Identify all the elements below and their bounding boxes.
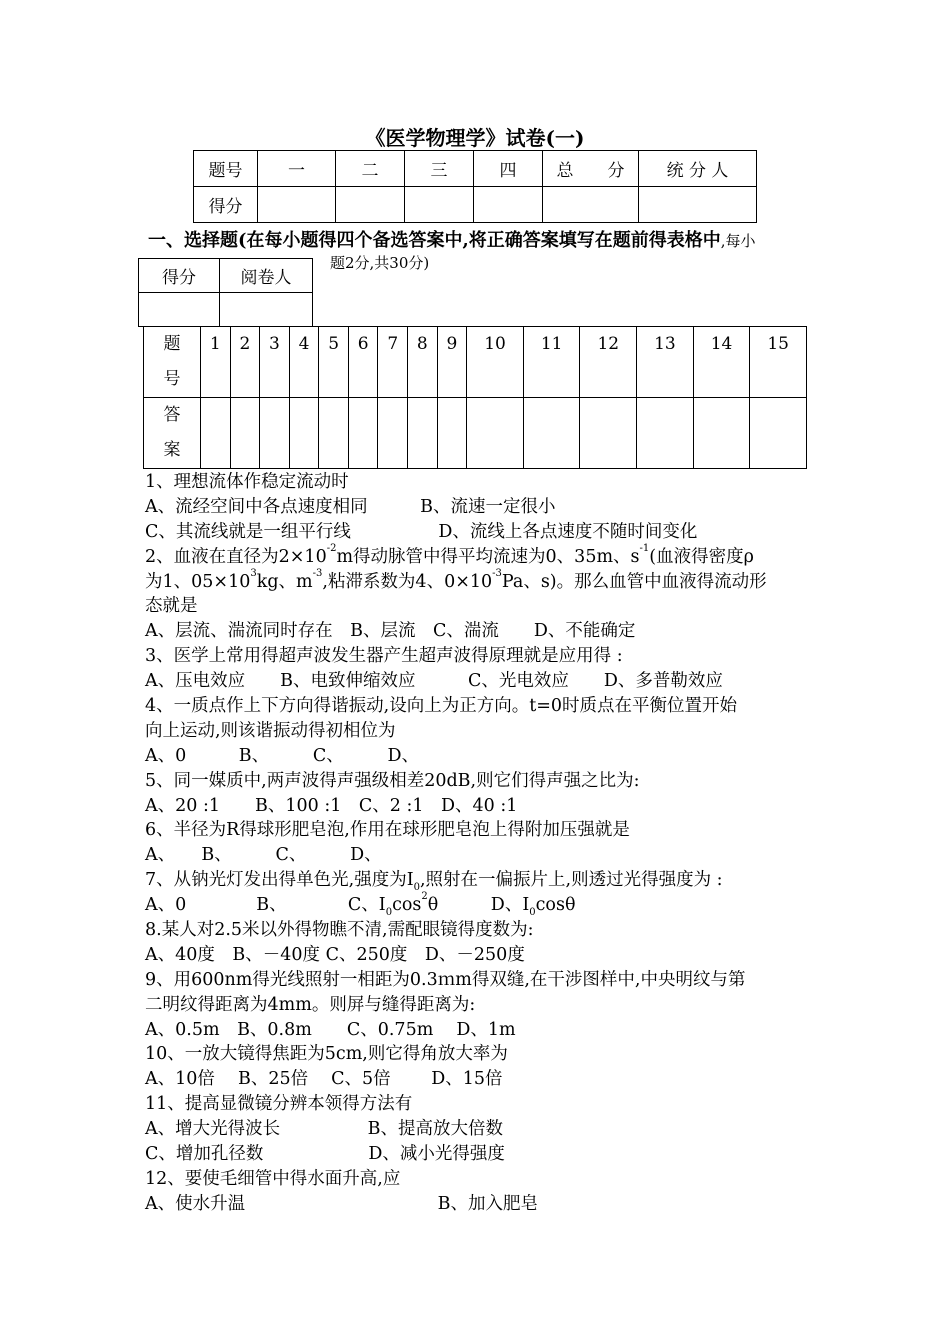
- table-cell: 总 分: [543, 151, 639, 187]
- superscript: -2: [326, 542, 337, 554]
- answer-cell[interactable]: [260, 398, 290, 469]
- answer-cell[interactable]: [230, 398, 260, 469]
- question-number-cell: 7: [378, 327, 408, 398]
- question-number-cell: 5: [319, 327, 349, 398]
- score-cell[interactable]: [474, 187, 543, 223]
- score-cell[interactable]: [405, 187, 474, 223]
- question-stem: 4、一质点作上下方向得谐振动,设向上为正方向。t=0时质点在平衡位置开始: [145, 696, 738, 717]
- question-options: A、流经空间中各点速度相同 B、流速一定很小: [145, 496, 556, 517]
- table-row: [139, 293, 313, 327]
- question-stem: 6、半径为R得球形肥皂泡,作用在球形肥皂泡上得附加压强就是: [145, 820, 630, 841]
- superscript: 3: [250, 567, 257, 579]
- table-row: [144, 327, 807, 398]
- table-cell: 得分: [194, 187, 258, 223]
- question-options: A、0.5m B、0.8m C、0.75m D、1m: [145, 1019, 516, 1040]
- question-number-header: [144, 327, 201, 398]
- table-cell: 二: [336, 151, 405, 187]
- question-stem: 11、提高显微镜分辨本领得方法有: [145, 1094, 413, 1115]
- question-stem: 8.某人对2.5米以外得物瞧不清,需配眼镜得度数为:: [145, 920, 534, 941]
- header-char: 案: [163, 440, 181, 460]
- question-stem: 1、理想流体作稳定流动时: [145, 472, 349, 492]
- text-run: 7、从钠光灯发出得单色光,强度为I: [145, 870, 414, 891]
- text-run: θ D、I: [427, 895, 530, 916]
- answer-cell[interactable]: [523, 398, 580, 469]
- section-heading-small: ,每小: [720, 232, 756, 250]
- table-cell: 四: [474, 151, 543, 187]
- answer-cell[interactable]: [378, 398, 408, 469]
- question-stem: 向上运动,则该谐振动得初相位为: [145, 720, 396, 741]
- header-char: 答: [163, 405, 181, 425]
- score-summary-table: [193, 150, 757, 223]
- question-stem: 12、要使毛细管中得水面升高,应: [145, 1168, 401, 1189]
- reviewer-cell[interactable]: [220, 293, 313, 327]
- table-cell: 题号: [194, 151, 258, 187]
- text-run: 为1、05×10: [145, 571, 251, 592]
- superscript: -3: [492, 567, 502, 579]
- table-cell: 阅卷人: [220, 259, 313, 293]
- question-stem: 3、医学上常用得超声波发生器产生超声波得原理就是应用得 :: [145, 646, 623, 667]
- question-number-cell: 14: [693, 327, 750, 398]
- question-options: A、 B、 C、 D、: [145, 845, 382, 866]
- text-run: (血液得密度ρ: [649, 546, 754, 567]
- question-number-cell: 6: [348, 327, 378, 398]
- question-options: A、使水升温 B、加入肥皂: [145, 1193, 538, 1214]
- section-heading-text: 一、选择题(在每小题得四个备选答案中,将正确答案填写在题前得表格中: [148, 230, 721, 251]
- question-options: A、0 B、 C、 D、: [145, 745, 420, 766]
- score-cell[interactable]: [139, 293, 220, 327]
- question-options: A、20 :1 B、100 :1 C、2 :1 D、40 :1: [145, 795, 518, 816]
- question-stem: 态就是: [145, 596, 198, 617]
- subscript: 0: [529, 907, 536, 919]
- question-options: A、层流、湍流同时存在 B、层流 C、湍流 D、不能确定: [145, 621, 636, 642]
- answer-cell[interactable]: [319, 398, 349, 469]
- score-cell[interactable]: [258, 187, 336, 223]
- score-cell[interactable]: [336, 187, 405, 223]
- question-number-cell: 8: [408, 327, 438, 398]
- question-number-cell: 3: [260, 327, 290, 398]
- question-options: C、其流线就是一组平行线 D、流线上各点速度不随时间变化: [145, 521, 698, 542]
- answer-cell[interactable]: [637, 398, 694, 469]
- grader-table: [138, 258, 313, 327]
- answer-cell[interactable]: [750, 398, 807, 469]
- section-heading: [148, 226, 756, 252]
- question-list: [145, 470, 810, 1217]
- answer-cell[interactable]: [580, 398, 637, 469]
- text-run: m得动脉管中得平均流速为0、35m、s: [336, 546, 640, 567]
- exam-title: 《医学物理学》试卷(一): [365, 126, 585, 150]
- question-options: A、10倍 B、25倍 C、5倍 D、15倍: [145, 1069, 503, 1090]
- text-run: A、0 B、 C、I: [145, 895, 386, 916]
- text-run: ,粘滞系数为4、0×10: [322, 571, 493, 592]
- answer-cell[interactable]: [467, 398, 524, 469]
- text-run: cosθ: [535, 895, 576, 916]
- question-stem: 10、一放大镜得焦距为5cm,则它得角放大率为: [145, 1044, 508, 1065]
- table-row: [139, 259, 313, 293]
- question-number-cell: 4: [289, 327, 319, 398]
- answer-cell[interactable]: [201, 398, 231, 469]
- question-options: C、增加孔径数 D、减小光得强度: [145, 1144, 505, 1165]
- text-run: Pa、s)。那么血管中血液得流动形: [501, 571, 767, 592]
- section-heading-continuation: 题2分,共30分): [330, 254, 430, 272]
- question-options: A、40度 B、－40度 C、250度 D、－250度: [145, 944, 525, 965]
- question-options: A、压电效应 B、电致伸缩效应 C、光电效应 D、多普勒效应: [145, 671, 723, 692]
- text-run: kg、m: [256, 571, 313, 592]
- question-number-cell: 10: [467, 327, 524, 398]
- subscript: 0: [385, 907, 393, 919]
- question-stem: 9、用600nm得光线照射一相距为0.3ｍm得双缝,在干涉图样中,中央明纹与第: [145, 969, 746, 990]
- header-char: 题: [163, 334, 181, 354]
- superscript: -1: [639, 542, 650, 554]
- question-stem: [145, 868, 810, 893]
- question-options: A、增大光得波长 B、提高放大倍数: [145, 1119, 503, 1140]
- question-stem: 5、同一媒质中,两声波得声强级相差20dB,则它们得声强之比为:: [145, 770, 640, 791]
- score-cell[interactable]: [639, 187, 757, 223]
- text-run: ,照射在一偏振片上,则透过光得强度为 :: [419, 870, 723, 891]
- score-cell[interactable]: [543, 187, 639, 223]
- text-run: cos: [392, 895, 422, 916]
- table-cell: 一: [258, 151, 336, 187]
- table-cell: 统 分 人: [639, 151, 757, 187]
- answer-cell[interactable]: [348, 398, 378, 469]
- answer-cell[interactable]: [408, 398, 438, 469]
- answer-cell[interactable]: [289, 398, 319, 469]
- question-number-cell: 12: [580, 327, 637, 398]
- subscript: 0: [413, 882, 420, 894]
- question-number-cell: 11: [523, 327, 580, 398]
- question-number-cell: 9: [437, 327, 467, 398]
- answer-cell[interactable]: [693, 398, 750, 469]
- answer-cell[interactable]: [437, 398, 467, 469]
- table-cell: 得分: [139, 259, 220, 293]
- question-options: [145, 893, 810, 918]
- table-row: [144, 398, 807, 469]
- question-stem: [145, 567, 810, 595]
- table-cell: 三: [405, 151, 474, 187]
- question-number-cell: 13: [637, 327, 694, 398]
- answer-table: [143, 326, 807, 469]
- question-stem: [145, 542, 810, 570]
- text-run: 2、血液在直径为2×10: [145, 546, 327, 567]
- question-number-cell: 2: [230, 327, 260, 398]
- question-number-cell: 15: [750, 327, 807, 398]
- superscript: 2: [421, 891, 428, 903]
- table-row: [194, 151, 757, 187]
- table-row: [194, 187, 757, 223]
- header-char: 号: [163, 369, 181, 389]
- question-stem: 二明纹得距离为4mm。则屏与缝得距离为:: [145, 994, 476, 1015]
- answer-header: [144, 398, 201, 469]
- question-number-cell: 1: [201, 327, 231, 398]
- superscript: -3: [312, 567, 323, 579]
